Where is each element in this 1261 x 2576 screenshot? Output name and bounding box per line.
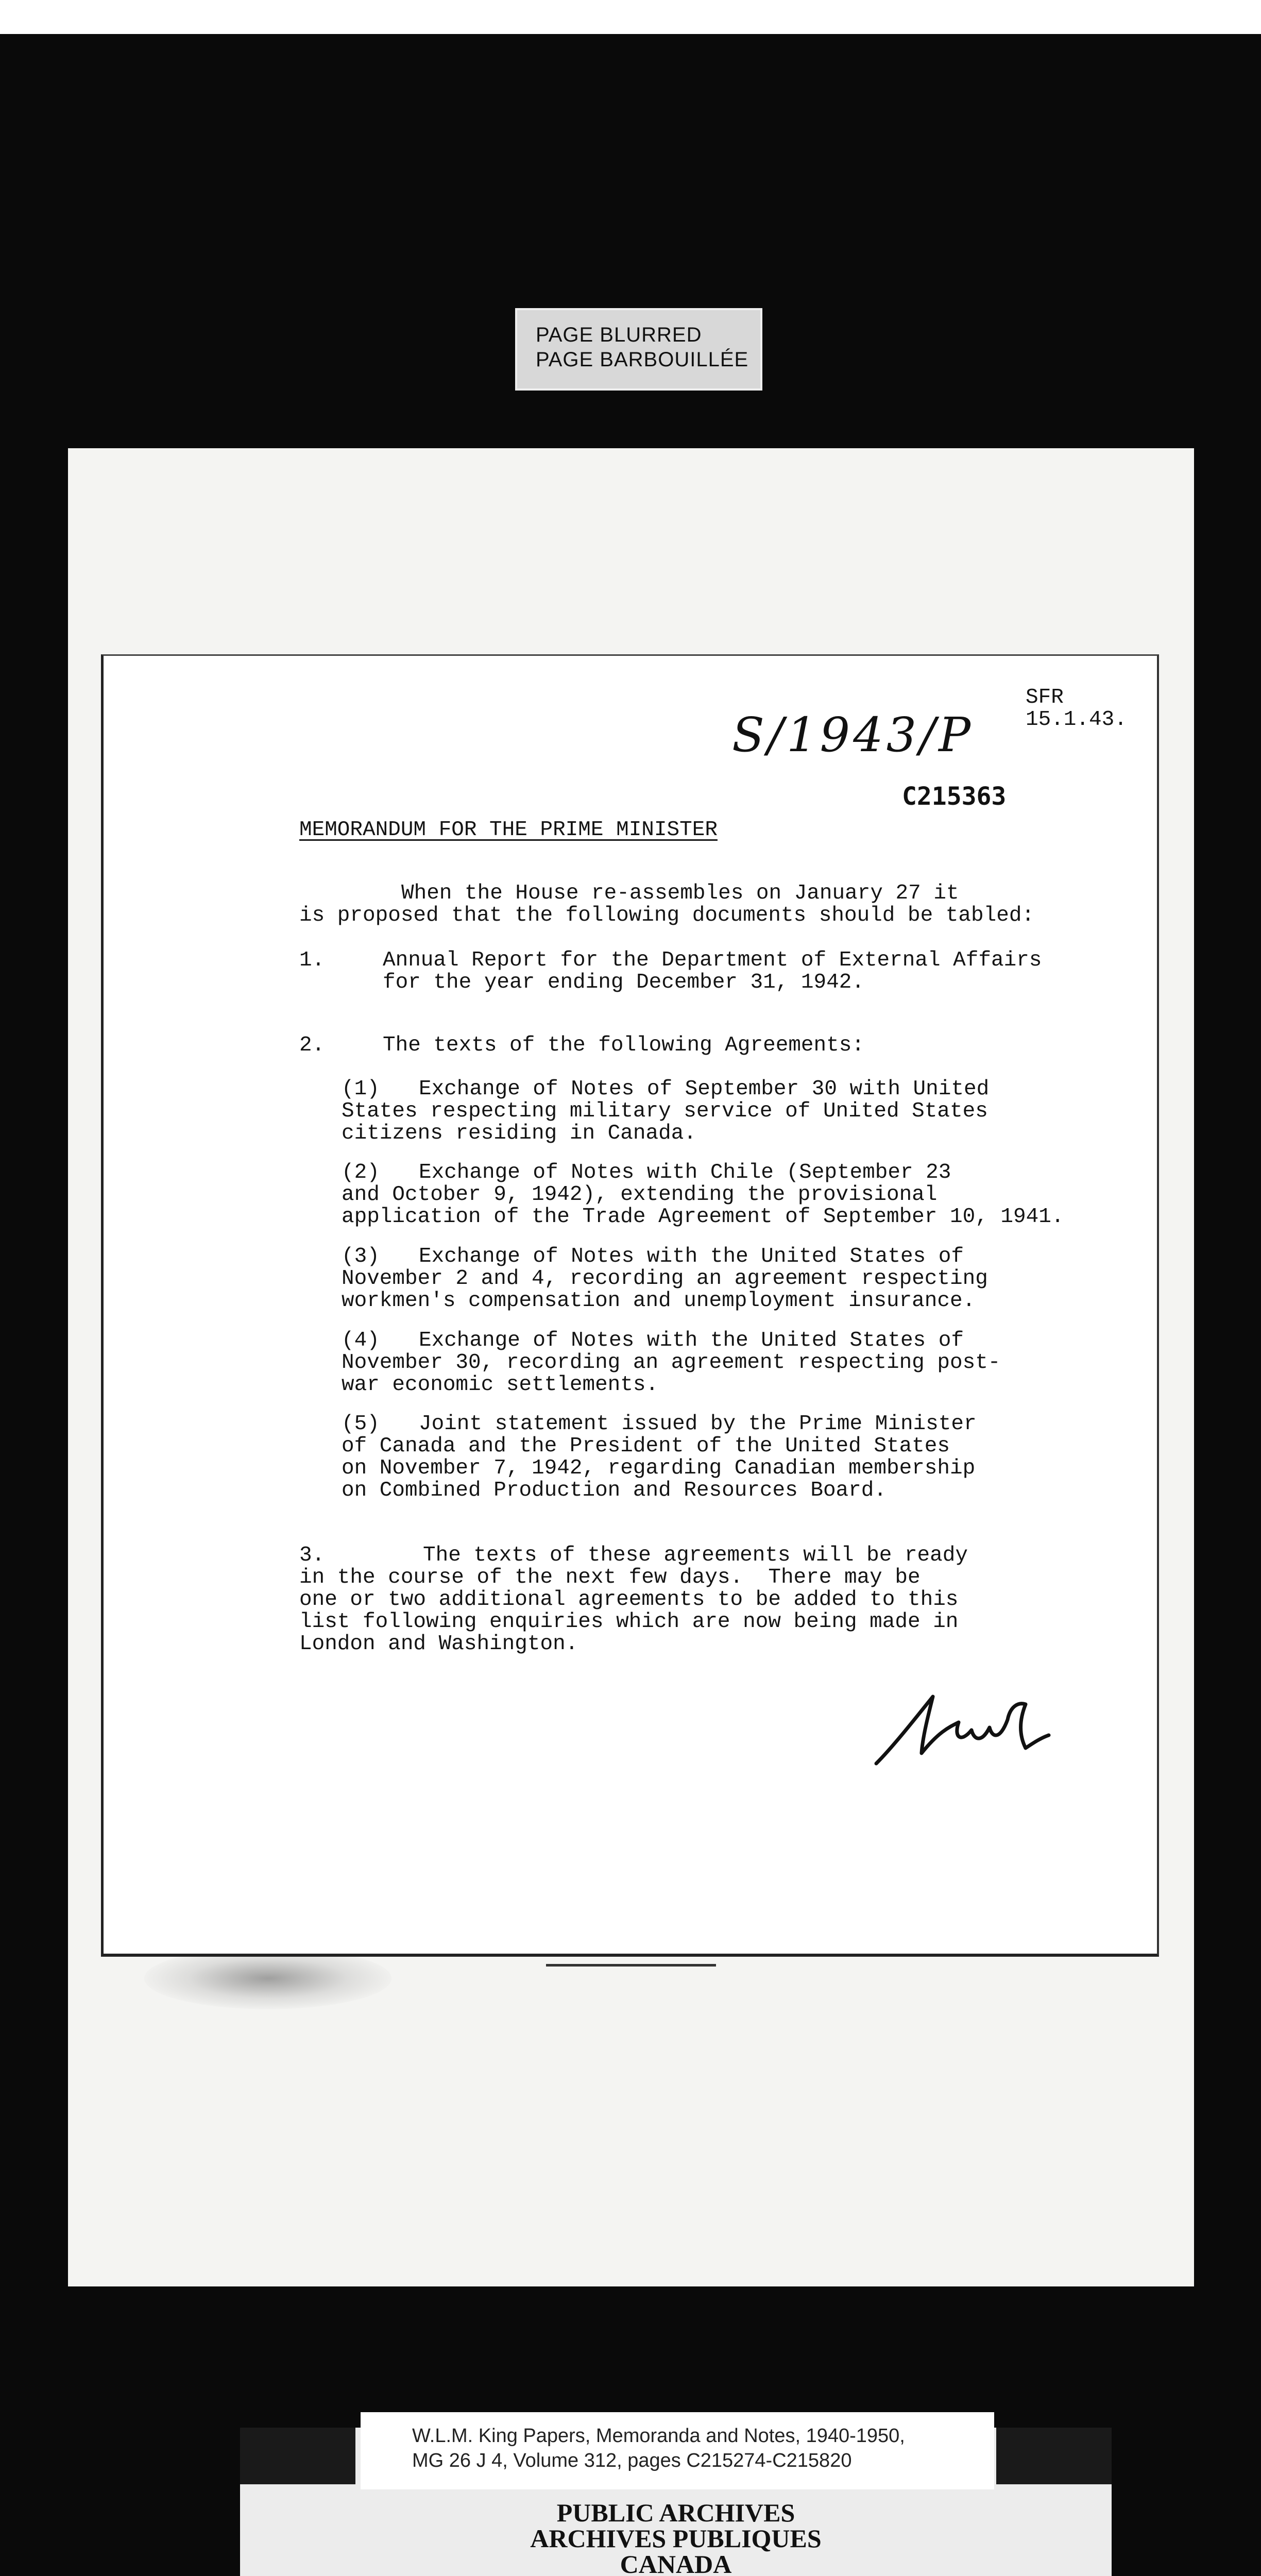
subitem-line: war economic settlements. (342, 1373, 659, 1397)
subitem-line: November 2 and 4, recording an agreement respecting (342, 1267, 988, 1291)
subitem-line: on Combined Production and Resources Board. (342, 1479, 887, 1502)
subitem-line: Exchange of Notes of September 30 with United (419, 1077, 990, 1101)
stamp-line-2: PAGE BARBOUILLÉE (536, 348, 749, 371)
intro-line: When the House re-assembles on January 27 it (401, 882, 959, 905)
subitem-line: Exchange of Notes with the United States of (419, 1245, 964, 1268)
memorandum-page (101, 654, 1159, 1957)
subitem-line: Exchange of Notes with the United States of (419, 1329, 964, 1352)
subitem-number: (3) (342, 1245, 380, 1268)
subitem-line: of Canada and the President of the United States (342, 1434, 950, 1458)
collection-caption (361, 2412, 994, 2489)
item-3-line: London and Washington. (299, 1632, 578, 1656)
subitem-line: application of the Trade Agreement of September 10, 1941. (342, 1205, 1064, 1229)
item-number: 2. (299, 1033, 325, 1057)
archives-line-1: PUBLIC ARCHIVES (556, 2498, 795, 2527)
handwritten-signature (871, 1686, 1056, 1769)
label-band-notch-right (996, 2428, 1112, 2484)
subitem-number: (4) (342, 1329, 380, 1352)
item-1-line: Annual Report for the Department of External Affairs (383, 948, 1042, 972)
caption-line-1: W.L.M. King Papers, Memoranda and Notes, 1940-1950, (412, 2425, 905, 2447)
rule-mark (546, 1964, 716, 1967)
subitem-line: Joint statement issued by the Prime Minister (419, 1412, 977, 1436)
item-2-heading: The texts of the following Agreements: (383, 1033, 864, 1057)
handwritten-file-reference: S/1943/P (732, 707, 974, 762)
subitem-number: (5) (342, 1412, 380, 1436)
subitem-line: Exchange of Notes with Chile (September 23 (419, 1161, 951, 1184)
caption-line-2: MG 26 J 4, Volume 312, pages C215274-C215820 (412, 2450, 852, 2471)
item-3-line: list following enquiries which are now being made in (299, 1610, 959, 1634)
subitem-line: citizens residing in Canada. (342, 1122, 696, 1145)
subitem-number: (1) (342, 1077, 380, 1101)
subitem-line: and October 9, 1942), extending the provisional (342, 1183, 938, 1207)
item-3-line: one or two additional agreements to be added to this (299, 1588, 959, 1612)
item-number: 3. (299, 1544, 325, 1567)
item-3-line: The texts of these agreements will be ready (423, 1544, 968, 1567)
subitem-number: (2) (342, 1161, 380, 1184)
item-1-line: for the year ending December 31, 1942. (383, 971, 864, 994)
top-margin-strip (0, 0, 1261, 34)
public-archives-stamp (240, 2500, 1112, 2576)
item-number: 1. (299, 948, 325, 972)
page-blurred-stamp (515, 308, 762, 391)
memo-title: MEMORANDUM FOR THE PRIME MINISTER (299, 818, 718, 842)
scan-smudge (144, 1947, 391, 2009)
stamp-line-1: PAGE BLURRED (536, 324, 702, 346)
subitem-line: workmen's compensation and unemployment insurance. (342, 1289, 976, 1313)
label-band-notch-left (240, 2428, 355, 2484)
archives-line-3: CANADA (620, 2550, 732, 2576)
intro-line: is proposed that the following documents should be tabled: (299, 904, 1035, 927)
subitem-line: on November 7, 1942, regarding Canadian membership (342, 1456, 976, 1480)
memo-initials: SFR (1026, 686, 1064, 709)
item-3-line: in the course of the next few days. There may be (299, 1566, 921, 1589)
subitem-line: November 30, recording an agreement respecting post- (342, 1351, 1001, 1375)
archives-line-2: ARCHIVES PUBLIQUES (530, 2524, 822, 2553)
memo-date: 15.1.43. (1026, 708, 1127, 732)
document-number: C215363 (902, 782, 1007, 811)
subitem-line: States respecting military service of United States (342, 1099, 988, 1123)
